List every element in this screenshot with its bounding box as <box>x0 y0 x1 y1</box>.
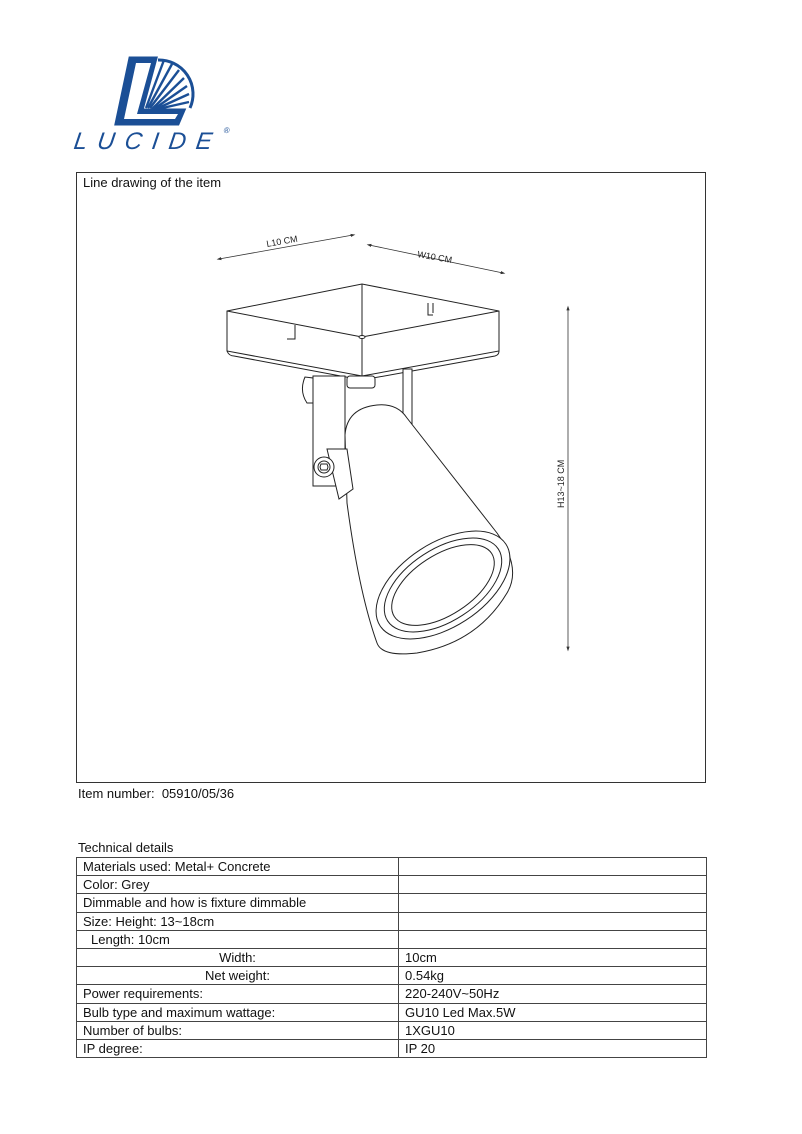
item-number <box>78 786 234 801</box>
table-row <box>77 876 707 894</box>
spec-value: 1XGU10 <box>399 1021 707 1039</box>
spec-label: IP degree: <box>77 1039 399 1057</box>
spec-label: Power requirements: <box>77 985 399 1003</box>
spec-label: Color: Grey <box>77 876 399 894</box>
table-row <box>77 894 707 912</box>
table-row <box>77 1003 707 1021</box>
spec-label: Net weight: <box>77 967 399 985</box>
spec-label: Number of bulbs: <box>77 1021 399 1039</box>
spotlight-line-drawing <box>77 173 707 784</box>
spec-label: Bulb type and maximum wattage: <box>77 1003 399 1021</box>
height-dimension-label: H13~18 CM <box>556 459 566 508</box>
spec-value: 10cm <box>399 948 707 966</box>
spec-label: Materials used: Metal+ Concrete <box>77 858 399 876</box>
spec-value <box>399 858 707 876</box>
spec-label: Dimmable and how is fixture dimmable <box>77 894 399 912</box>
spec-value <box>399 894 707 912</box>
brand-name: LUCIDE <box>72 128 224 155</box>
line-drawing-panel <box>76 172 706 783</box>
width-dimension-label: W10 CM <box>416 249 453 266</box>
spec-label: Length: 10cm <box>77 930 399 948</box>
length-dimension-label: L10 CM <box>265 233 299 249</box>
technical-details-table <box>76 857 707 1058</box>
table-row <box>77 1021 707 1039</box>
spec-value: IP 20 <box>399 1039 707 1057</box>
table-row <box>77 930 707 948</box>
table-row <box>77 985 707 1003</box>
drawing-title: Line drawing of the item <box>83 175 222 190</box>
item-number-value: 05910/05/36 <box>161 786 235 801</box>
table-row <box>77 948 707 966</box>
spec-value <box>399 930 707 948</box>
item-number-label: Item number: <box>78 786 155 801</box>
spec-value: 220-240V~50Hz <box>399 985 707 1003</box>
brand-wordmark <box>72 128 230 156</box>
table-row <box>77 967 707 985</box>
spec-value: GU10 Led Max.5W <box>399 1003 707 1021</box>
spec-label: Width: <box>77 948 399 966</box>
spec-value <box>399 876 707 894</box>
technical-details-title: Technical details <box>78 840 174 855</box>
table-row <box>77 1039 707 1057</box>
table-row <box>77 912 707 930</box>
registered-mark: ® <box>223 126 231 135</box>
table-row <box>77 858 707 876</box>
spec-value <box>399 912 707 930</box>
spec-label: Size: Height: 13~18cm <box>77 912 399 930</box>
spec-value: 0.54kg <box>399 967 707 985</box>
